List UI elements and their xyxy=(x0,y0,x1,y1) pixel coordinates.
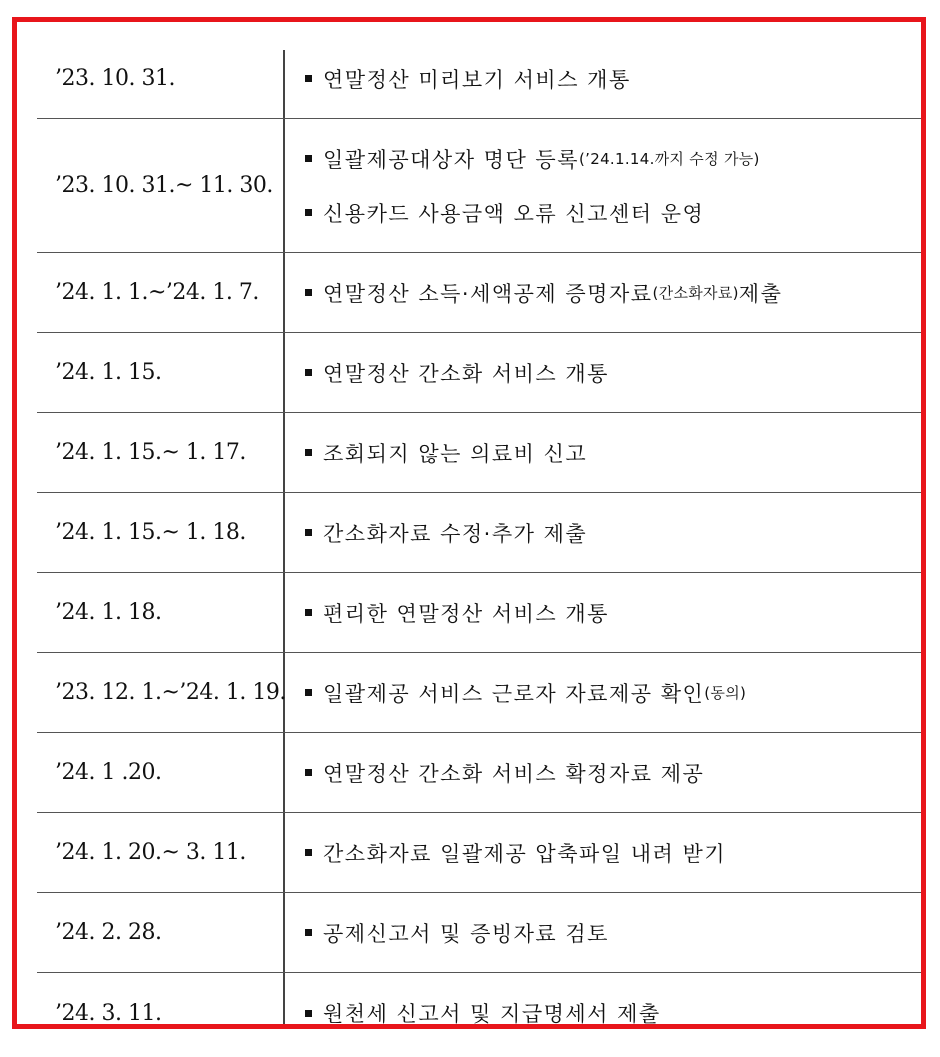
item-text: 공제신고서 및 증빙자료 검토 xyxy=(323,921,609,946)
schedule-date: ’24. 1. 18. xyxy=(55,600,162,625)
square-bullet-icon xyxy=(305,849,312,856)
square-bullet-icon xyxy=(305,449,312,456)
item-text: 편리한 연말정산 서비스 개통 xyxy=(323,601,609,626)
schedule-item xyxy=(305,278,913,308)
item-text: 연말정산 미리보기 서비스 개통 xyxy=(323,67,631,92)
item-text: 원천세 신고서 및 지급명세서 제출 xyxy=(323,1002,661,1026)
square-bullet-icon xyxy=(305,529,312,536)
schedule-row xyxy=(37,413,921,493)
square-bullet-icon xyxy=(305,209,312,216)
item-text: 연말정산 간소화 서비스 개통 xyxy=(323,361,609,386)
schedule-row xyxy=(37,333,921,413)
schedule-items xyxy=(305,39,913,118)
schedule-row xyxy=(37,119,921,253)
schedule-date: ’24. 1. 20.~ 3. 11. xyxy=(55,840,246,865)
schedule-date: ’24. 1. 15.~ 1. 18. xyxy=(55,520,246,545)
square-bullet-icon xyxy=(305,929,312,936)
schedule-items xyxy=(305,573,913,652)
schedule-frame xyxy=(12,17,926,1029)
schedule-row xyxy=(37,253,921,333)
schedule-date: ’24. 2. 28. xyxy=(55,920,162,945)
schedule-item xyxy=(305,144,913,174)
schedule-items xyxy=(305,733,913,812)
schedule-date: ’24. 3. 11. xyxy=(55,1000,162,1026)
schedule-row xyxy=(37,973,921,1029)
square-bullet-icon xyxy=(305,689,312,696)
schedule-items xyxy=(305,119,913,252)
schedule-row xyxy=(37,573,921,653)
item-text: 간소화자료 수정·추가 제출 xyxy=(323,521,588,546)
schedule-item xyxy=(305,598,913,628)
schedule-row xyxy=(37,813,921,893)
item-note: (’24.1.14.까지 수정 가능) xyxy=(579,150,760,168)
schedule-items xyxy=(305,653,913,732)
schedule-items xyxy=(305,893,913,972)
schedule-table xyxy=(37,39,921,1029)
schedule-item xyxy=(305,358,913,388)
schedule-row xyxy=(37,493,921,573)
item-text: 연말정산 소득·세액공제 증명자료 xyxy=(323,281,653,306)
square-bullet-icon xyxy=(305,769,312,776)
item-text: 일괄제공대상자 명단 등록 xyxy=(323,147,579,172)
schedule-item xyxy=(305,518,913,548)
schedule-item xyxy=(305,678,913,708)
schedule-items xyxy=(305,813,913,892)
schedule-items xyxy=(305,333,913,412)
schedule-item xyxy=(305,998,913,1028)
item-text: 일괄제공 서비스 근로자 자료제공 확인 xyxy=(323,681,705,706)
schedule-item xyxy=(305,198,913,228)
schedule-item xyxy=(305,438,913,468)
schedule-date: ’24. 1 .20. xyxy=(55,760,162,785)
schedule-items xyxy=(305,253,913,332)
item-text: 연말정산 간소화 서비스 확정자료 제공 xyxy=(323,761,705,786)
schedule-date: ’24. 1. 15.~ 1. 17. xyxy=(55,440,246,465)
schedule-row xyxy=(37,39,921,119)
schedule-item xyxy=(305,838,913,868)
schedule-items xyxy=(305,973,913,1029)
schedule-items xyxy=(305,493,913,572)
square-bullet-icon xyxy=(305,369,312,376)
schedule-date: ’24. 1. 1.~’24. 1. 7. xyxy=(55,280,259,305)
schedule-items xyxy=(305,413,913,492)
schedule-item xyxy=(305,64,913,94)
item-text: 조회되지 않는 의료비 신고 xyxy=(323,441,588,466)
schedule-date: ’23. 12. 1.~’24. 1. 19. xyxy=(55,680,286,705)
item-note: (동의) xyxy=(704,684,747,702)
item-text: 간소화자료 일괄제공 압축파일 내려 받기 xyxy=(323,841,727,866)
schedule-item xyxy=(305,758,913,788)
schedule-date: ’24. 1. 15. xyxy=(55,360,162,385)
square-bullet-icon xyxy=(305,609,312,616)
schedule-row xyxy=(37,893,921,973)
item-note: (간소화자료) xyxy=(652,284,739,302)
item-text: 신용카드 사용금액 오류 신고센터 운영 xyxy=(323,201,705,226)
square-bullet-icon xyxy=(305,1010,312,1017)
schedule-date: ’23. 10. 31. xyxy=(55,66,175,91)
square-bullet-icon xyxy=(305,155,312,162)
schedule-item xyxy=(305,918,913,948)
item-text-tail: 제출 xyxy=(738,281,783,306)
square-bullet-icon xyxy=(305,289,312,296)
schedule-date: ’23. 10. 31.~ 11. 30. xyxy=(55,173,273,198)
square-bullet-icon xyxy=(305,75,312,82)
schedule-row xyxy=(37,653,921,733)
schedule-row xyxy=(37,733,921,813)
